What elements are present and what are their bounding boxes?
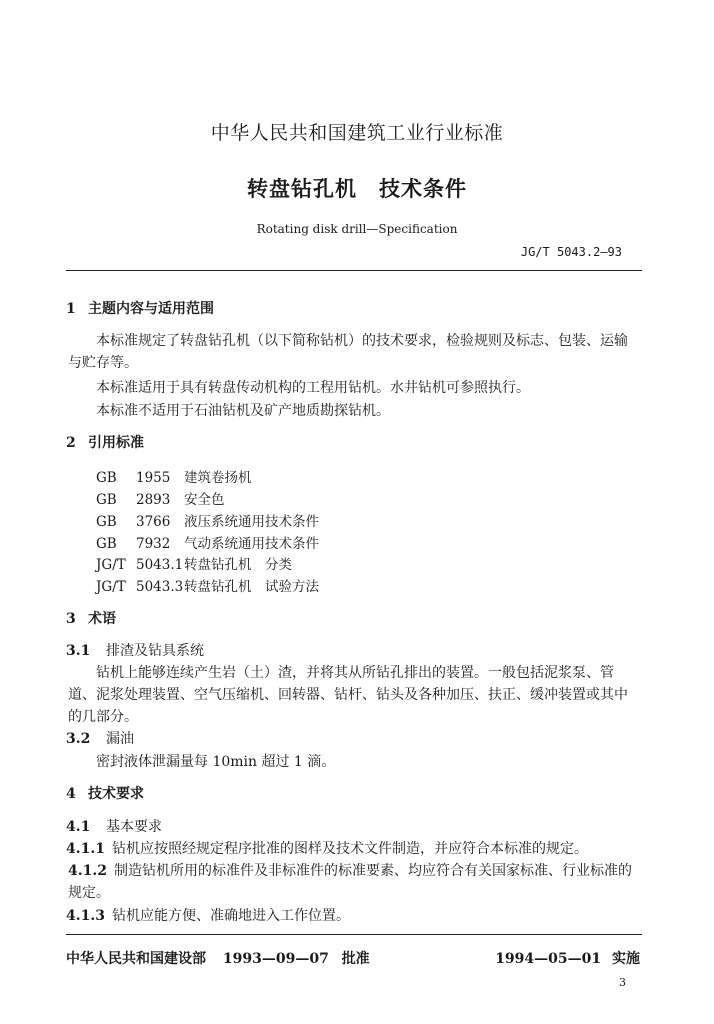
subsection-4-1-heading xyxy=(66,816,162,836)
reference-name: 转盘钻孔机 试验方法 xyxy=(184,579,319,595)
section-1-heading xyxy=(66,298,214,318)
reference-name: 气动系统通用技术条件 xyxy=(184,536,319,552)
reference-number: 1955 xyxy=(136,470,171,486)
reference-number: 2893 xyxy=(136,492,171,508)
section-title: 主题内容与适用范围 xyxy=(88,301,214,317)
implementation-date: 1994—05—01 xyxy=(495,951,602,967)
reference-name: 液压系统通用技术条件 xyxy=(184,514,319,530)
clause-4-1-1 xyxy=(66,838,588,858)
section-4-heading xyxy=(66,783,144,803)
section-2-heading xyxy=(66,432,144,452)
standard-org-title: 中华人民共和国建筑工业行业标准 xyxy=(210,122,504,144)
reference-item xyxy=(96,532,319,552)
reference-number: 3766 xyxy=(136,514,171,530)
clause-number: 4.1.2 xyxy=(68,863,107,879)
approval-label: 批准 xyxy=(341,951,370,967)
reference-item xyxy=(96,553,292,573)
reference-code: GB xyxy=(96,536,117,552)
term-number: 3.2 xyxy=(66,731,91,747)
reference-name: 转盘钻孔机 分类 xyxy=(184,557,292,573)
section-3-heading xyxy=(66,608,116,628)
term-3-2-definition: 密封液体泄漏量每 10min 超过 1 滴。 xyxy=(96,754,336,770)
reference-item xyxy=(96,466,252,486)
reference-number: 5043.1 xyxy=(136,557,184,573)
footer-divider xyxy=(66,934,642,935)
reference-name: 建筑卷扬机 xyxy=(184,470,252,486)
term-3-1-definition: 钻机上能够连续产生岩（土）渣，并将其从所钻孔排出的装置。一般包括泥浆泵、管道、泥浆处理装置、空气压缩机、回转器、钻杆、钻头及各种加压、扶正、缓冲装置或其中的几部分。 xyxy=(68,665,628,725)
standard-code: JG/T 5043.2—93 xyxy=(520,245,622,259)
reference-code: GB xyxy=(96,514,117,530)
clause-text: 钻机应按照经规定程序批准的图样及技术文件制造，并应符合本标准的规定。 xyxy=(112,841,588,857)
section-1-paragraph-2: 本标准适用于具有转盘传动机构的工程用钻机。水井钻机可参照执行。 xyxy=(96,380,530,396)
reference-code: GB xyxy=(96,470,117,486)
reference-number: 7932 xyxy=(136,536,171,552)
section-title: 术语 xyxy=(88,611,116,627)
section-number: 3 xyxy=(66,611,76,627)
page-number: 3 xyxy=(619,976,626,989)
subsection-number: 4.1 xyxy=(66,819,91,835)
reference-code: GB xyxy=(96,492,117,508)
clause-number: 4.1.1 xyxy=(66,841,105,857)
section-1-paragraph-1: 本标准规定了转盘钻孔机（以下简称钻机）的技术要求，检验规则及标志、包装、运输与贮存等。 xyxy=(68,333,628,371)
section-number: 4 xyxy=(66,786,76,802)
section-title: 引用标准 xyxy=(88,435,144,451)
reference-code: JG/T xyxy=(96,579,126,595)
issuing-ministry: 中华人民共和国建设部 xyxy=(66,951,206,967)
term-number: 3.1 xyxy=(66,643,91,659)
reference-name: 安全色 xyxy=(184,492,225,508)
term-3-2-heading xyxy=(66,728,134,748)
implementation-label: 实施 xyxy=(612,951,640,967)
footer-approval xyxy=(66,948,370,968)
clause-text: 制造钻机所用的标准件及非标准件的标准要素、均应符合有关国家标准、行业标准的规定。 xyxy=(68,863,632,901)
document-title-english: Rotating disk drill—Specification xyxy=(256,222,458,236)
section-number: 2 xyxy=(66,435,76,451)
clause-number: 4.1.3 xyxy=(66,908,105,924)
approval-date: 1993—09—07 xyxy=(222,951,329,967)
term-title: 漏油 xyxy=(106,731,134,747)
clause-4-1-2 xyxy=(68,860,640,904)
reference-item xyxy=(96,488,225,508)
clause-text: 钻机应能方便、准确地进入工作位置。 xyxy=(112,908,350,924)
section-number: 1 xyxy=(66,301,76,317)
document-title: 转盘钻孔机 技术条件 xyxy=(247,176,467,201)
term-title: 排渣及钻具系统 xyxy=(106,643,204,659)
subsection-title: 基本要求 xyxy=(106,819,162,835)
clause-4-1-3 xyxy=(66,905,350,925)
header-divider xyxy=(66,270,642,271)
section-title: 技术要求 xyxy=(88,786,144,802)
footer-implementation xyxy=(495,948,640,968)
section-1-paragraph-3: 本标准不适用于石油钻机及矿产地质勘探钻机。 xyxy=(96,403,390,419)
reference-item xyxy=(96,510,319,530)
reference-number: 5043.3 xyxy=(136,579,184,595)
reference-code: JG/T xyxy=(96,557,126,573)
reference-item xyxy=(96,575,319,595)
term-3-1-heading xyxy=(66,640,204,660)
